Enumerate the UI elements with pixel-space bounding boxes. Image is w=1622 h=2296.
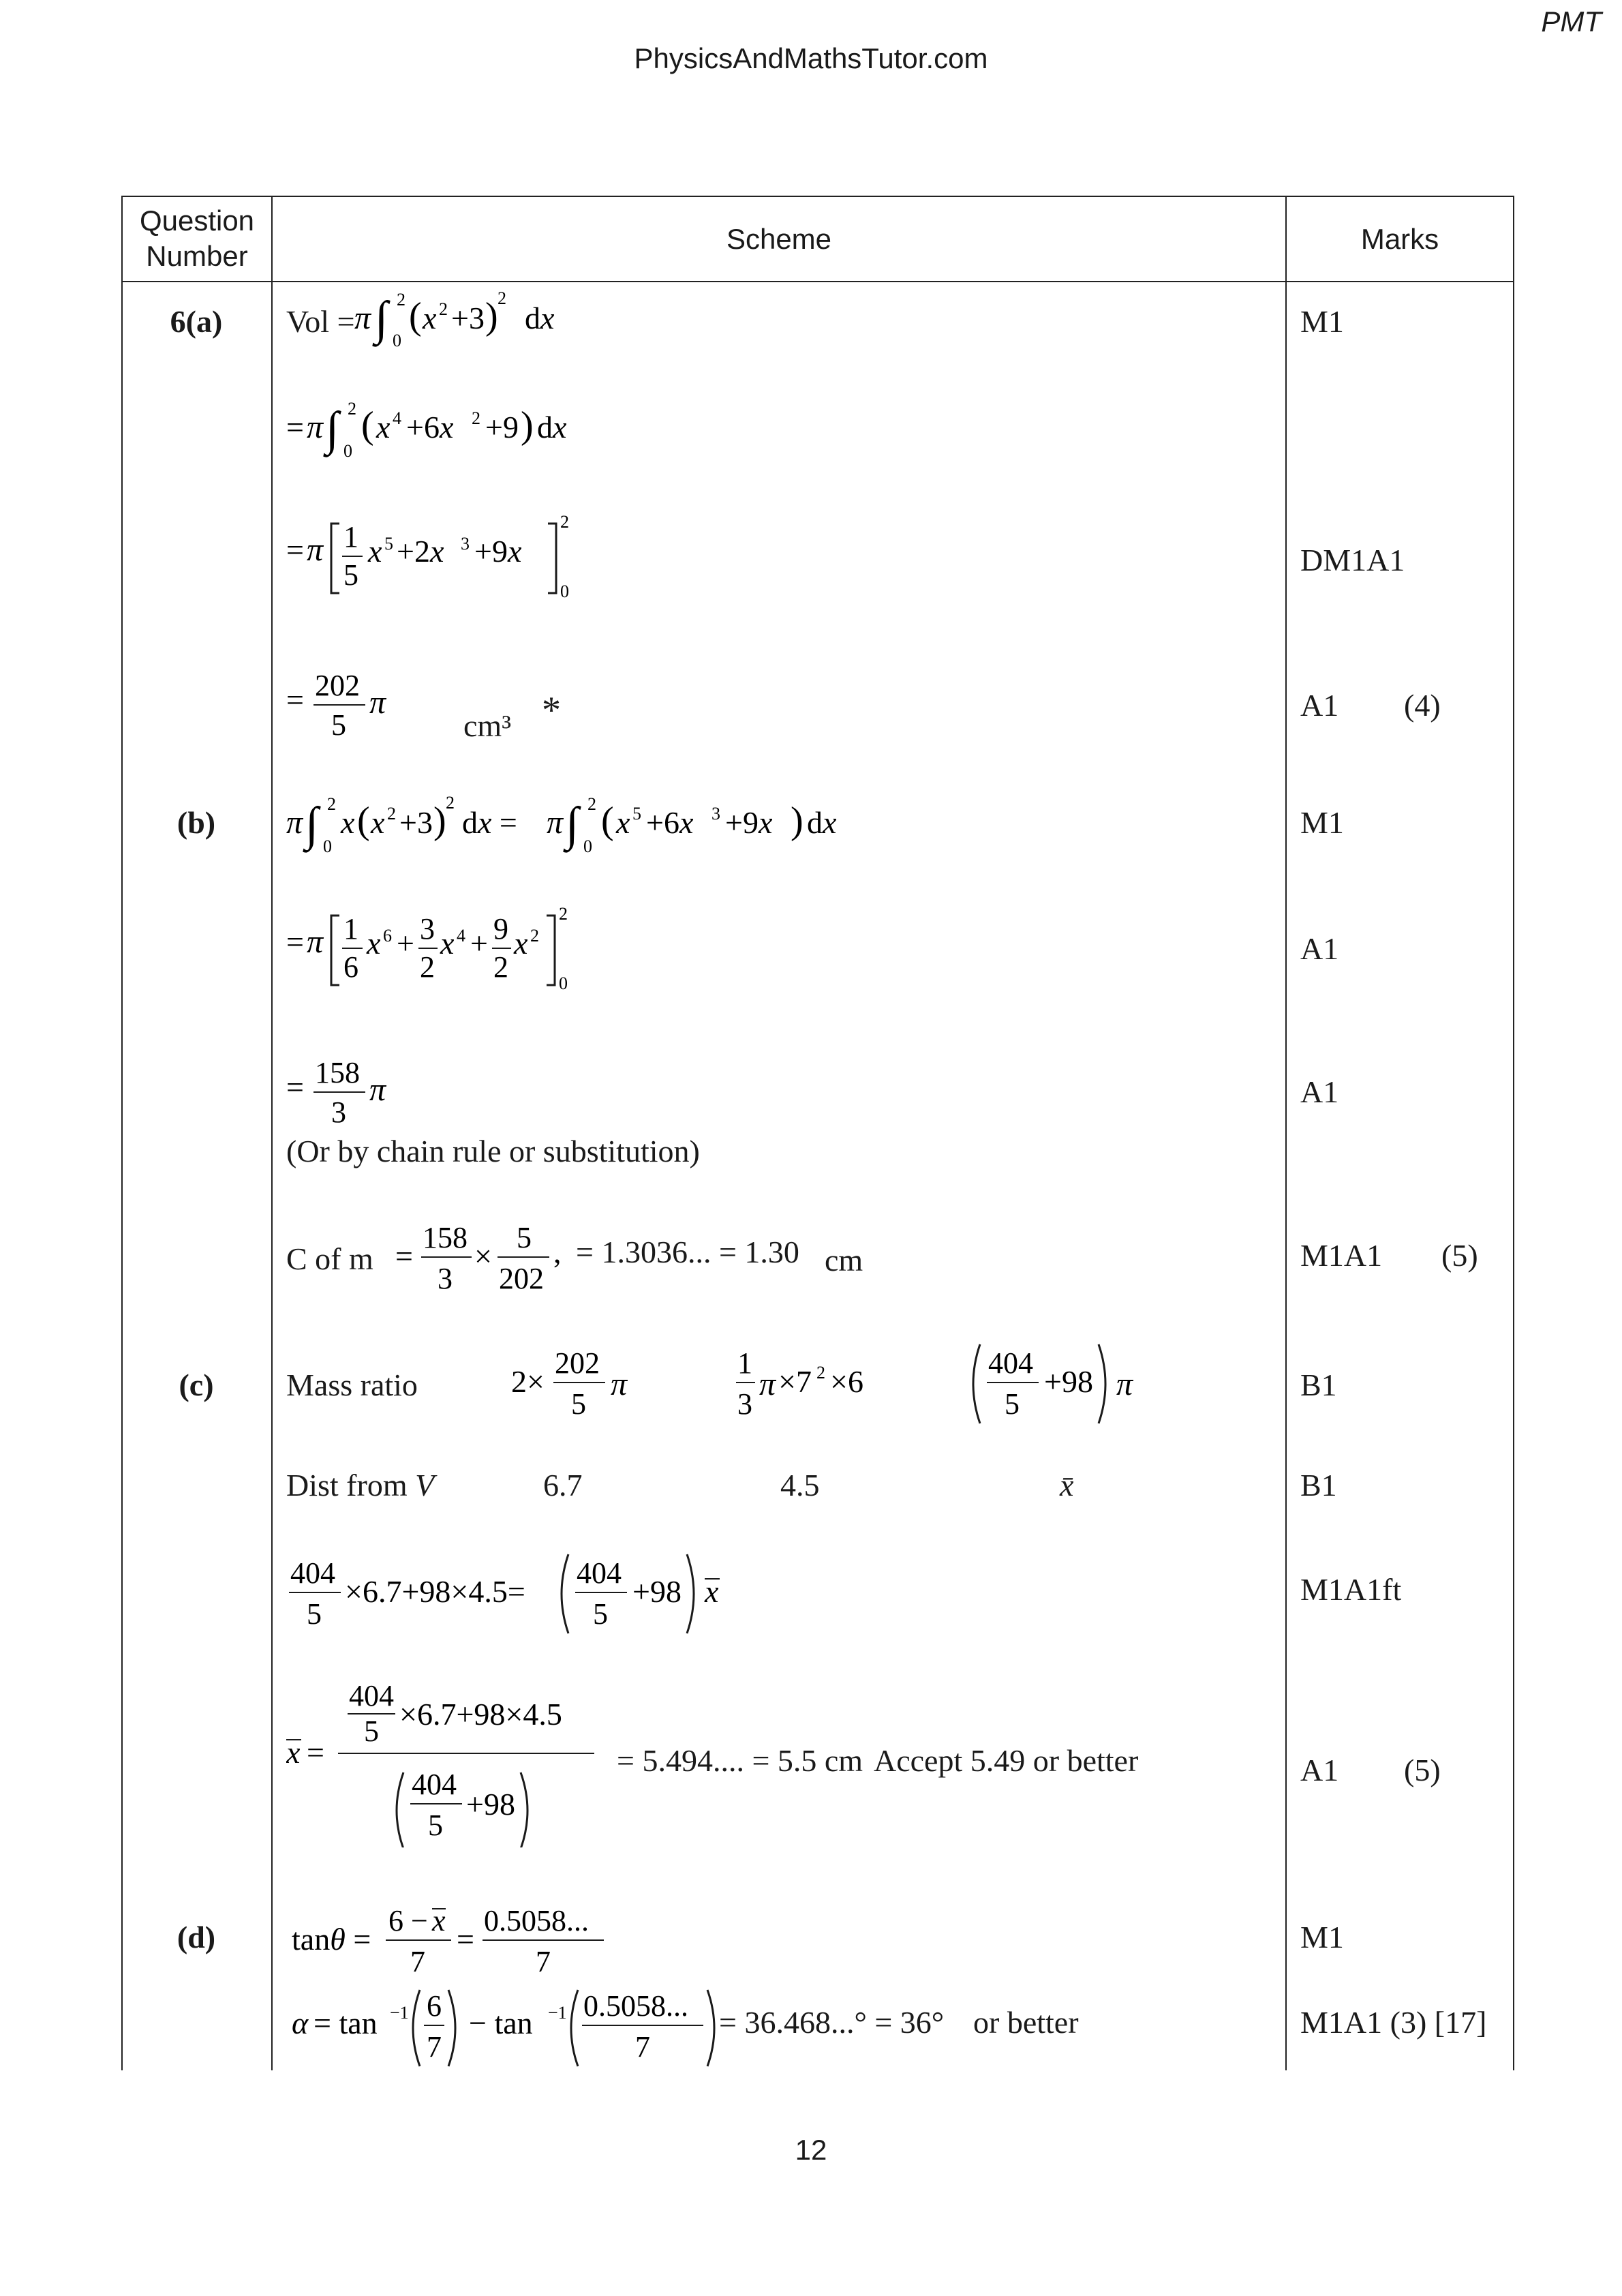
svg-text:π: π xyxy=(1116,1366,1133,1402)
svg-text:(: ( xyxy=(601,800,614,842)
integrated-expression-a xyxy=(286,504,668,614)
mark-a1: M1 xyxy=(1300,304,1344,339)
svg-text:3: 3 xyxy=(331,1096,346,1129)
svg-text:x: x xyxy=(376,410,391,444)
svg-text:158: 158 xyxy=(315,1056,360,1089)
svg-text:3: 3 xyxy=(438,1262,453,1295)
svg-text:1: 1 xyxy=(343,520,358,554)
mark-d2: M1A1 (3) [17] xyxy=(1300,2005,1487,2040)
svg-text:dx =: dx = xyxy=(462,805,517,840)
svg-text:+3: +3 xyxy=(399,805,433,840)
part-label-d: (d) xyxy=(177,1920,216,1954)
svg-text:2: 2 xyxy=(493,950,508,984)
unit-cm3: cm³ xyxy=(463,708,511,743)
accept-note: Accept 5.49 or better xyxy=(874,1743,1139,1778)
svg-text:− tan: − tan xyxy=(469,2006,533,2040)
svg-text:): ) xyxy=(433,800,446,842)
svg-text:,: , xyxy=(553,1235,562,1269)
dist-value-1: 6.7 xyxy=(543,1468,583,1502)
vol-integral-expression xyxy=(354,280,641,354)
svg-text:2: 2 xyxy=(387,804,396,824)
cofm-unit: cm xyxy=(825,1243,863,1278)
given-answer-star: * xyxy=(542,689,561,731)
svg-text:2: 2 xyxy=(559,904,568,924)
svg-text:π: π xyxy=(611,1366,628,1402)
svg-text:π: π xyxy=(759,1366,776,1402)
svg-text:+9x: +9x xyxy=(725,805,773,840)
table-col-divider-2 xyxy=(1285,196,1287,2070)
svg-text:3: 3 xyxy=(461,534,470,554)
svg-text:=: = xyxy=(286,682,304,717)
svg-text:(: ( xyxy=(357,800,370,842)
mark-b2: A1 xyxy=(1300,931,1339,966)
svg-text:2: 2 xyxy=(816,1363,825,1383)
svg-text:3: 3 xyxy=(711,804,720,824)
svg-text:π: π xyxy=(286,804,303,841)
svg-text:x: x xyxy=(367,926,381,961)
svg-text:3: 3 xyxy=(737,1387,752,1421)
svg-text:x: x xyxy=(514,926,528,961)
header-marks: Marks xyxy=(1360,223,1439,255)
svg-text:+9x: +9x xyxy=(474,534,522,569)
svg-text:0: 0 xyxy=(583,836,592,856)
svg-text:2: 2 xyxy=(397,290,406,309)
svg-text:π: π xyxy=(307,409,324,445)
mark-d1: M1 xyxy=(1300,1920,1344,1954)
svg-text:7: 7 xyxy=(536,1945,551,1978)
svg-text:−1: −1 xyxy=(548,2003,567,2023)
svg-text:π: π xyxy=(354,300,371,336)
header-question-number: Question Number xyxy=(139,205,255,272)
svg-text:4: 4 xyxy=(457,926,465,946)
svg-text:=: = xyxy=(286,410,304,444)
mark-c-total: (5) xyxy=(1404,1753,1441,1787)
svg-text:0.5058...: 0.5058... xyxy=(583,1989,688,2023)
svg-text:5: 5 xyxy=(307,1597,322,1631)
xbar-result: = 5.494.... = 5.5 cm xyxy=(617,1743,863,1778)
svg-text:+9: +9 xyxy=(485,410,519,444)
svg-text:2: 2 xyxy=(420,950,435,984)
svg-text:0: 0 xyxy=(343,441,352,461)
mark-c1: B1 xyxy=(1300,1368,1337,1402)
dist-value-2: 4.5 xyxy=(780,1468,820,1502)
svg-text:x: x xyxy=(371,805,385,840)
svg-text:2: 2 xyxy=(587,794,596,814)
svg-text:+6x: +6x xyxy=(406,410,454,444)
svg-text:×: × xyxy=(474,1239,492,1273)
svg-text:+3: +3 xyxy=(451,301,485,335)
svg-text:−1: −1 xyxy=(390,2003,409,2023)
svg-text:+6x: +6x xyxy=(646,805,694,840)
svg-text:x: x xyxy=(286,1735,301,1770)
svg-text:= tan: = tan xyxy=(313,2006,378,2040)
svg-text:x: x xyxy=(423,301,437,335)
svg-text:404: 404 xyxy=(349,1679,394,1712)
svg-text:202: 202 xyxy=(315,669,360,702)
table-right-border xyxy=(1513,196,1514,2070)
svg-text:404: 404 xyxy=(290,1556,335,1590)
mark-a4: A1 xyxy=(1300,688,1339,723)
table-header-divider xyxy=(121,281,1514,282)
svg-text:+: + xyxy=(470,926,488,961)
svg-text:5: 5 xyxy=(428,1809,443,1842)
svg-text:0.5058...: 0.5058... xyxy=(484,1904,589,1937)
svg-text:∫: ∫ xyxy=(375,292,388,345)
svg-text:2: 2 xyxy=(560,512,569,532)
mark-b3: A1 xyxy=(1300,1074,1339,1109)
svg-text:202: 202 xyxy=(499,1262,544,1295)
svg-text:x: x xyxy=(341,805,355,840)
part-label-b: (b) xyxy=(177,805,216,840)
svg-text:π: π xyxy=(547,804,564,841)
moments-equation xyxy=(286,1541,763,1643)
svg-text:π: π xyxy=(307,924,324,960)
svg-text:2: 2 xyxy=(439,299,448,319)
svg-text:404: 404 xyxy=(577,1556,622,1590)
svg-text:dx: dx xyxy=(525,301,555,335)
mark-b1: M1 xyxy=(1300,805,1344,840)
svg-text:π: π xyxy=(369,1072,386,1108)
svg-text:dx: dx xyxy=(537,410,567,444)
svg-text:6 −: 6 − xyxy=(388,1904,428,1937)
svg-text:4: 4 xyxy=(393,408,401,428)
svg-text:202: 202 xyxy=(555,1346,600,1380)
svg-text:0: 0 xyxy=(393,331,401,350)
svg-text:7: 7 xyxy=(410,1945,425,1978)
svg-text:7: 7 xyxy=(635,2030,650,2064)
svg-text:x: x xyxy=(705,1574,719,1609)
svg-text:x: x xyxy=(616,805,630,840)
svg-text:5: 5 xyxy=(331,708,346,742)
svg-text:404: 404 xyxy=(412,1768,457,1801)
mark-a-total: (4) xyxy=(1404,688,1441,723)
mark-c3: M1A1ft xyxy=(1300,1572,1402,1607)
svg-text:7: 7 xyxy=(427,2030,442,2064)
svg-text:+98: +98 xyxy=(632,1574,682,1609)
svg-text:=: = xyxy=(457,1922,474,1957)
svg-text:2: 2 xyxy=(472,408,480,428)
svg-text:0: 0 xyxy=(559,973,568,993)
vol-label: Vol = xyxy=(286,304,355,339)
svg-text:5: 5 xyxy=(517,1221,532,1254)
cofm-fraction xyxy=(395,1205,586,1308)
svg-text:5: 5 xyxy=(571,1387,586,1421)
mass-ratio-values xyxy=(511,1331,1193,1433)
svg-text:=: = xyxy=(307,1735,324,1770)
svg-text:5: 5 xyxy=(384,534,393,554)
svg-text:404: 404 xyxy=(988,1346,1033,1380)
svg-text:+98: +98 xyxy=(1044,1364,1093,1399)
svg-text:158: 158 xyxy=(423,1221,468,1254)
alpha-result: = 36.468...° = 36° xyxy=(719,2005,945,2040)
svg-text:∫: ∫ xyxy=(566,798,579,851)
svg-text:1: 1 xyxy=(737,1346,752,1380)
svg-text:+98: +98 xyxy=(466,1787,515,1822)
or-better-note: or better xyxy=(973,2005,1079,2040)
svg-text:π: π xyxy=(369,684,386,721)
svg-text:∫: ∫ xyxy=(305,798,319,851)
svg-text:0: 0 xyxy=(323,836,332,856)
svg-text:): ) xyxy=(791,800,804,842)
svg-text:tanθ =: tanθ = xyxy=(292,1922,371,1957)
mark-c4: A1 xyxy=(1300,1753,1339,1787)
svg-text:π: π xyxy=(307,532,324,568)
table-left-border xyxy=(121,196,123,2070)
svg-text:2: 2 xyxy=(498,288,506,308)
header-scheme: Scheme xyxy=(726,223,832,255)
mark-b-total: (5) xyxy=(1441,1238,1478,1273)
page-number: 12 xyxy=(795,2134,827,2166)
mark-c2: B1 xyxy=(1300,1468,1337,1502)
mark-b4: M1A1 xyxy=(1300,1238,1383,1273)
svg-text:9: 9 xyxy=(493,912,508,946)
cofm-label: C of m xyxy=(286,1241,373,1276)
svg-text:x: x xyxy=(432,1904,446,1937)
svg-text:6: 6 xyxy=(427,1989,442,2023)
svg-text:+: + xyxy=(397,926,414,961)
expanded-integral xyxy=(286,389,695,464)
dist-from-v-label: Dist from V xyxy=(286,1468,435,1502)
svg-text:0: 0 xyxy=(560,581,569,601)
svg-text:+2x: +2x xyxy=(397,534,444,569)
svg-text:×6: ×6 xyxy=(830,1364,863,1399)
xbar-calculation xyxy=(286,1670,627,1847)
result-fraction-a xyxy=(286,654,491,750)
site-header: PhysicsAndMathsTutor.com xyxy=(634,42,988,74)
method-note: (Or by chain rule or substitution) xyxy=(286,1134,700,1168)
svg-text:2×: 2× xyxy=(511,1364,545,1399)
svg-text:=: = xyxy=(286,532,304,567)
svg-text:5: 5 xyxy=(364,1715,379,1748)
part-label-c: (c) xyxy=(179,1368,214,1402)
svg-text:2: 2 xyxy=(348,399,356,419)
svg-text:): ) xyxy=(521,404,534,447)
svg-text:2: 2 xyxy=(446,793,455,813)
mark-a3: DM1A1 xyxy=(1300,543,1405,577)
svg-text:2: 2 xyxy=(327,794,336,814)
moment-integral xyxy=(286,784,900,859)
svg-text:(: ( xyxy=(361,404,374,447)
result-fraction-b xyxy=(286,1042,491,1137)
svg-text:5: 5 xyxy=(1005,1387,1020,1421)
corner-label: PMT xyxy=(1541,5,1602,37)
svg-text:x: x xyxy=(440,926,455,961)
svg-text:(: ( xyxy=(409,295,422,337)
mass-ratio-label: Mass ratio xyxy=(286,1368,418,1402)
svg-text:5: 5 xyxy=(632,804,641,824)
table-col-divider-1 xyxy=(271,196,273,2070)
svg-text:6: 6 xyxy=(343,950,358,984)
svg-text:=: = xyxy=(395,1239,413,1273)
svg-text:5: 5 xyxy=(343,558,358,592)
part-label-6a: 6(a) xyxy=(170,304,223,339)
svg-text:5: 5 xyxy=(593,1597,608,1631)
table-top-border xyxy=(121,196,1514,197)
svg-text:×7: ×7 xyxy=(778,1364,812,1399)
svg-text:×6.7+98×4.5=: ×6.7+98×4.5= xyxy=(345,1574,525,1609)
svg-text:3: 3 xyxy=(420,912,435,946)
svg-text:×6.7+98×4.5: ×6.7+98×4.5 xyxy=(399,1697,562,1732)
alpha-equation xyxy=(286,1974,750,2076)
dist-value-3: x̄ xyxy=(1060,1468,1074,1502)
svg-text:1: 1 xyxy=(343,912,358,946)
svg-text:x: x xyxy=(368,534,382,569)
svg-text:=: = xyxy=(286,924,304,959)
svg-text:dx: dx xyxy=(807,805,837,840)
integrated-expression-b xyxy=(286,896,695,1006)
svg-text:2: 2 xyxy=(530,926,539,946)
svg-text:): ) xyxy=(485,295,498,337)
svg-text:6: 6 xyxy=(383,926,392,946)
svg-text:α: α xyxy=(292,2006,309,2040)
cofm-result: = 1.3036... = 1.30 xyxy=(576,1235,799,1269)
svg-text:=: = xyxy=(286,1070,304,1104)
svg-text:∫: ∫ xyxy=(326,403,339,455)
